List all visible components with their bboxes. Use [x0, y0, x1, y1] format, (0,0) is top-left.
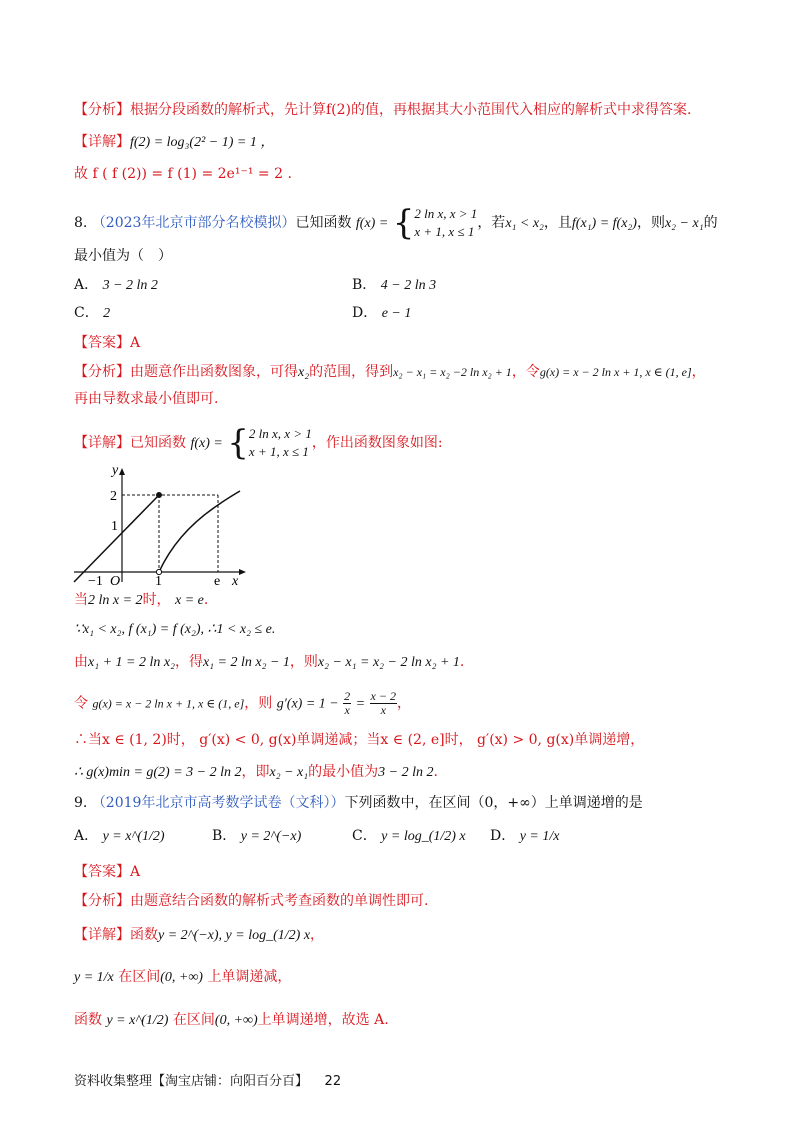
q8-detail: 【详解】已知函数 f(x) = { 2 ln x, x > 1 x + 1, x ≤ 1 ，作出函数图象如图:: [74, 423, 443, 463]
q8-source: （2023年北京市部分名校模拟）: [91, 215, 296, 231]
q8-analysis: 【分析】由题意作出函数图象，可得x₂的范围，得到x₂ − x₁ = x₂ −2 ln x₂ + 1，令g(x) = x − 2 ln x + 1, x ∈ (1, e]，: [74, 364, 706, 380]
q8-option-c[interactable]: C． 2: [74, 305, 111, 321]
page-footer: [74, 1070, 341, 1089]
y-axis-arrow: [119, 468, 125, 475]
q8-stem-line2: 最小值为（ ）: [74, 248, 172, 264]
fraction-x-minus-2-over-x: $\frac{x - 2}{x}$: [370, 689, 396, 717]
prev-analysis: 【分析】根据分段函数的解析式，先计算f(2)的值，再根据其大小范围代入相应的解析式中求得答案.: [74, 102, 692, 118]
closed-point: [156, 492, 162, 498]
tick-xe: e: [214, 574, 221, 585]
q9-option-d[interactable]: D． y = 1/x: [490, 828, 560, 844]
y-axis-label: y: [112, 463, 119, 478]
q9-analysis: 【分析】由题意结合函数的解析式考查函数的单调性即可.: [74, 893, 429, 909]
page-number: 22: [324, 1074, 342, 1089]
origin-label: O: [110, 574, 121, 585]
fraction-2-over-x: $\frac{2}{x}$: [344, 689, 351, 717]
q8-step1: 当2 ln x = 2时， x = e.: [74, 592, 209, 608]
q9-answer: 【答案】A: [74, 864, 141, 880]
q8-option-a[interactable]: A． 3 − 2 ln 2: [74, 277, 158, 293]
q9-source: （2019年北京市高考数学试卷（文科））: [91, 795, 345, 811]
q9-detail: 【详解】函数y = 2^(−x), y = log_(1/2) x，: [74, 927, 325, 943]
x-axis-label: x: [232, 574, 239, 585]
q8-detail-piecewise: { 2 ln x, x > 1 x + 1, x ≤ 1: [227, 423, 312, 463]
q8-step4: 令 g(x) = x − 2 ln x + 1, x ∈ (1, e]，则 g′(x) = 1 − $\frac{2}{x}$ = $\frac{x - 2}{x}$ ，: [74, 689, 411, 717]
q9-stem: 9. （2019年北京市高考数学试卷（文科））下列函数中，在区间（0，+∞）上单调递增的是: [74, 795, 643, 811]
x-axis-arrow: [239, 569, 246, 575]
linear-branch: [74, 495, 159, 582]
q8-stem: 8. （2023年北京市部分名校模拟）已知函数 f(x) = { 2 ln x, x > 1 x + 1, x ≤ 1 ，若x₁ < x₂，且f(x₁) = f(x₂)，则x₂ − x₁的: [74, 203, 718, 243]
q9-option-c[interactable]: C． y = log_(1/2) x: [352, 828, 466, 844]
q9-option-b[interactable]: B． y = 2^(−x): [212, 828, 302, 844]
q8-option-d[interactable]: D． e − 1: [352, 305, 412, 321]
tick-y2: 2: [110, 489, 117, 504]
tick-x1: 1: [155, 574, 162, 585]
q9-line3: 函数 y = x^(1/2) 在区间(0, +∞)上单调递增，故选 A.: [74, 1012, 389, 1028]
q8-step6: ∴ g(x)min = g(2) = 3 − 2 ln 2，即x₂ − x₁的最小值为3 − 2 ln 2.: [74, 764, 438, 780]
q8-option-b[interactable]: B． 4 − 2 ln 3: [352, 277, 437, 293]
function-graph: [70, 460, 250, 585]
q9-line2: y = 1/x 在区间(0, +∞) 上单调递减，: [74, 969, 292, 985]
footer-text: 资料收集整理【淘宝店铺：向阳百分百】: [74, 1074, 309, 1089]
q9-option-a[interactable]: A． y = x^(1/2): [74, 828, 165, 844]
tick-x-minus1: −1: [88, 574, 103, 585]
q8-answer: 【答案】A: [74, 335, 141, 351]
q8-analysis-line2: 再由导数求最小值即可.: [74, 391, 219, 407]
q8-step2: ∵x₁ < x₂, f (x₁) = f (x₂), ∴1 < x₂ ≤ e.: [74, 622, 276, 637]
prev-conclusion: 故 f ( f (2)) = f (1) = 2e¹⁻¹ = 2 .: [74, 166, 292, 182]
log-branch: [159, 491, 240, 572]
q8-piecewise: { 2 ln x, x > 1 x + 1, x ≤ 1: [392, 203, 478, 243]
q8-step3: 由x₁ + 1 = 2 ln x₂，得x₁ = 2 ln x₂ − 1，则x₂ − x₁ = x₂ − 2 ln x₂ + 1.: [74, 654, 465, 670]
tick-y1: 1: [111, 519, 118, 534]
prev-detail: 【详解】f(2) = log₃(2² − 1) = 1 ，: [74, 134, 275, 150]
q8-step5: ∴当x ∈ (1, 2)时， g′(x) < 0, g(x)单调递减；当x ∈ (2, e]时， g′(x) > 0, g(x)单调递增，: [74, 732, 645, 748]
